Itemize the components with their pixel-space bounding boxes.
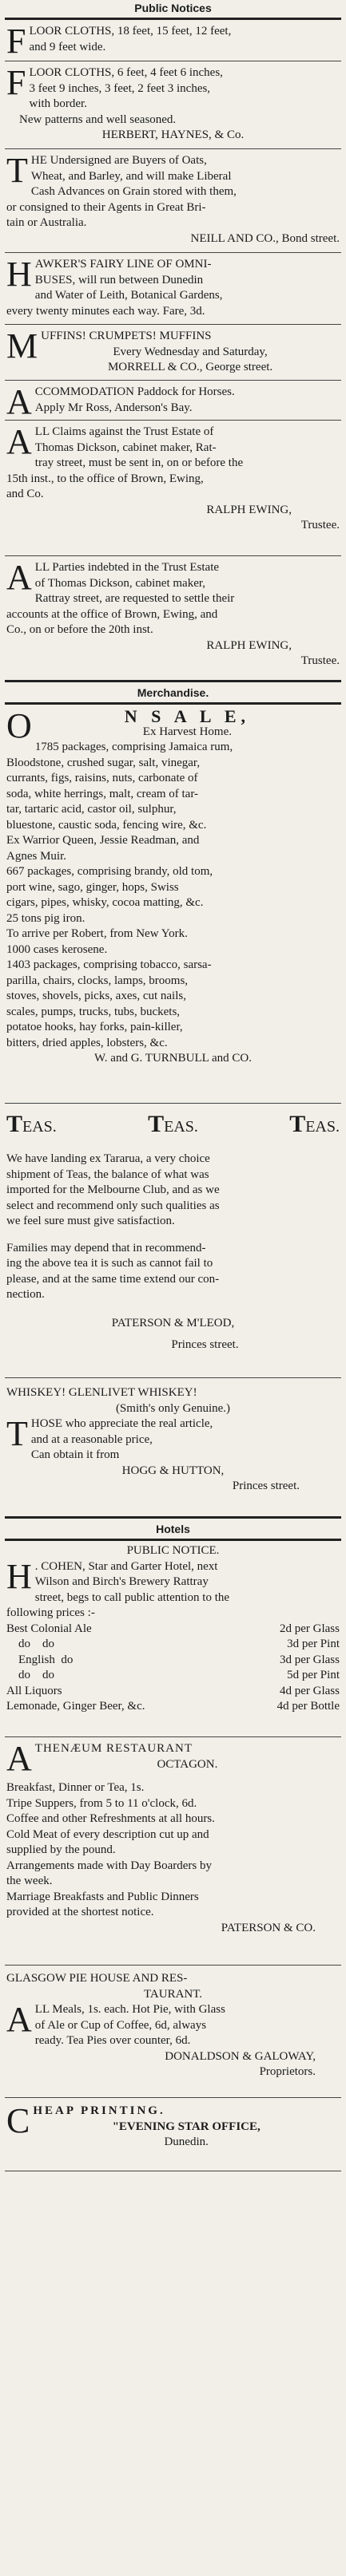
text-line: currants, figs, raisins, nuts, carbonate of bbox=[6, 772, 198, 784]
text-line: Breakfast, Dinner or Tea, 1s. bbox=[6, 1781, 145, 1794]
ad-athenaeum-restaurant: A THENÆUM RESTAURANT OCTAGON. Breakfast, Dinner or Tea, 1s. Tripe Suppers, from 5 to 11 o'clock, 6d. Coffee and other Refreshments at all hours. Cold Meat of every description cut up and supplied by the pound. Arrangements made with Day Boarders by the week. Marriage Breakfasts and Public Dinners provided at the shortest notice. PATERSON & CO. bbox=[6, 1741, 340, 1936]
price-value: 2d per Glass bbox=[280, 1622, 340, 1635]
price-item: English do bbox=[6, 1653, 74, 1666]
text-line: nection. bbox=[6, 1288, 45, 1301]
text-line: bluestone, caustic soda, fencing wire, &c. bbox=[6, 818, 207, 832]
price-value: 4d per Bottle bbox=[276, 1700, 340, 1713]
price-item: do do bbox=[6, 1638, 54, 1650]
divider bbox=[5, 148, 341, 149]
signature: PATERSON & CO. bbox=[221, 1921, 316, 1934]
drop-cap: H bbox=[6, 1556, 32, 1596]
text-line: Families may depend that in recommend- bbox=[6, 1241, 206, 1254]
drop-cap: C bbox=[6, 2101, 30, 2140]
divider bbox=[5, 252, 341, 253]
drop-cap: A bbox=[6, 558, 32, 597]
ad-teas: TEAS. TEAS. TEAS. We have landing ex Tararua, a very choice shipment of Teas, the balance of what was imported for the Melbourne Club, and as we select and recommend only such qualities as we feel sure must give satisfaction. Families may depend that in recommend- ing the above tea it is such as cannot fail to please, and at the same time extend our con- nection. PATERSON & M'LEOD, Princes street. bbox=[6, 1111, 340, 1351]
text-line: 25 tons pig iron. bbox=[6, 911, 86, 925]
price-row bbox=[6, 1637, 340, 1653]
ad-cheap-printing: C HEAP PRINTING. "EVENING STAR OFFICE, Dunedin. bbox=[6, 2101, 260, 2148]
ad-star-and-garter-hotel: PUBLIC NOTICE. H . COHEN, Star and Garter Hotel, next Wilson and Birch's Brewery Rattray street, begs to call public attention to the following prices :- Best Colonial Ale 2d per Glass do do 3d per Pint English do 3d per Glass do do 5d per Pint All Liquors 4d per Glass Lemonade, Ginger Beer, &c. 4d per Bottle bbox=[6, 1543, 340, 1715]
teas-heading: TEAS. TEAS. TEAS. bbox=[6, 1111, 340, 1137]
text-line: 1000 cases kerosene. bbox=[6, 942, 108, 956]
text-line: 1403 packages, comprising tobacco, sarsa- bbox=[6, 958, 212, 971]
price-row bbox=[6, 1653, 340, 1669]
text-line: port wine, sago, ginger, hops, Swiss bbox=[6, 880, 179, 894]
text-line: bitters, dried apples, lobsters, &c. bbox=[6, 1036, 168, 1049]
divider bbox=[5, 1377, 341, 1378]
divider bbox=[5, 1103, 341, 1104]
price-value: 5d per Pint bbox=[287, 1669, 340, 1681]
drop-cap: O bbox=[6, 706, 32, 745]
text-line: ing the above tea it is such as cannot fail to bbox=[6, 1257, 213, 1270]
signature: HERBERT, HAYNES, & Co. bbox=[101, 128, 245, 141]
divider bbox=[5, 420, 341, 421]
ad-glasgow-pie-house: GLASGOW PIE HOUSE AND RES- TAURANT. A LL Meals, 1s. each. Hot Pie, with Glass of Ale or Cup of Coffee, 6d, always ready. Tea Pies over counter, 6d. DONALDSON & GALOWAY, Proprietors. bbox=[6, 1971, 340, 2080]
text-line: shipment of Teas, the balance of what was bbox=[6, 1167, 209, 1181]
ad-grain-buyers: T HE Undersigned are Buyers of Oats, Wheat, and Barley, and will make Liberal Cash Advances on Grain stored with them, or consigned to their Agents in Great Bri- tain or Australia. NEILL AND CO., Bond street. bbox=[6, 153, 340, 247]
section-header-hotels: Hotels bbox=[156, 1523, 190, 1535]
ad-muffins: M UFFINS! CRUMPETS! MUFFINS Every Wednesday and Saturday, MORRELL & CO., George street. bbox=[6, 326, 273, 373]
price-value: 3d per Glass bbox=[280, 1653, 340, 1666]
teas-paragraph-2 bbox=[6, 1241, 340, 1303]
price-value: 4d per Glass bbox=[280, 1684, 340, 1697]
text-line: Bloodstone, crushed sugar, salt, vinegar, bbox=[6, 756, 201, 769]
text-line: Coffee and other Refreshments at all hours. bbox=[6, 1812, 215, 1825]
divider bbox=[5, 380, 341, 381]
text-line: Cold Meat of every description cut up and bbox=[6, 1827, 209, 1841]
divider bbox=[5, 2097, 341, 2098]
drop-cap: T bbox=[6, 1414, 28, 1453]
ad-omnibuses: H AWKER'S FAIRY LINE OF OMNI- BUSES, will run between Dunedin and Water of Leith, Botanical Gardens, every twenty minutes each way. Fare, 3d. bbox=[6, 255, 223, 318]
text-line: Tripe Suppers, from 5 to 11 o'clock, 6d. bbox=[6, 1796, 197, 1810]
text-line: soda, white herrings, malt, cream of tar- bbox=[6, 787, 199, 800]
text-line: tar, tartaric acid, castor oil, sulphur, bbox=[6, 803, 177, 816]
price-item: Best Colonial Ale bbox=[6, 1622, 92, 1635]
price-item: do do bbox=[6, 1669, 54, 1681]
text-line: potatoe hooks, hay forks, pain-killer, bbox=[6, 1021, 183, 1033]
text-line: We have landing ex Tararua, a very choice bbox=[6, 1152, 210, 1165]
text-line: select and recommend only such qualities as bbox=[6, 1199, 220, 1212]
signature: NEILL AND CO., Bond street. bbox=[190, 231, 340, 245]
price-list bbox=[6, 1622, 340, 1715]
price-value: 3d per Pint bbox=[287, 1638, 340, 1650]
text-line: imported for the Melbourne Club, and as we bbox=[6, 1183, 220, 1196]
ad-floor-cloths-1: F LOOR CLOTHS, 18 feet, 15 feet, 12 feet, and 9 feet wide. bbox=[6, 22, 232, 61]
price-row bbox=[6, 1684, 340, 1700]
drop-cap: F bbox=[6, 63, 26, 102]
price-item: Lemonade, Ginger Beer, &c. bbox=[6, 1700, 145, 1713]
text-line: Marriage Breakfasts and Public Dinners bbox=[6, 1890, 199, 1903]
notice-parties-indebted: A LL Parties indebted in the Trust Estate of Thomas Dickson, cabinet maker, Rattray street, are requested to settle their accounts at the office of Brown, Ewing, and Co., on or before the 20th inst. RALPH EWING, Trustee. bbox=[6, 558, 340, 667]
divider bbox=[5, 1736, 341, 1737]
signature: RALPH EWING, bbox=[206, 503, 292, 516]
drop-cap: A bbox=[6, 422, 32, 461]
signature: RALPH EWING, bbox=[206, 638, 292, 652]
text-line: parilla, chairs, clocks, lamps, brooms, bbox=[6, 974, 189, 987]
ad-on-sale-turnbull: O N S A L E, Ex Harvest Home. 1785 packages, comprising Jamaica rum, Bloodstone, crushed sugar, salt, vinegar, currants, figs, raisins, nuts, carbonate of soda, white herrings, malt, cream of tar- tar, tartaric acid, castor oil, sulphur, bluestone, caustic soda, fencing wire, &c. Ex Warrior Queen, Jessie Readman, and Agnes Muir. 667 packages, comprising brandy, old tom, port wine, sago, ginger, hops, Swiss cigars, pipes, whisky, cocoa matting, &c. 25 tons pig iron. To arrive per Robert, from New York. 1000 cases kerosene. 1403 packages, comprising tobacco, sarsa- parilla, chairs, clocks, lamps, brooms, stoves, shovels, picks, axes, cut nails, scales, pumps, trucks, tubs, buckets, potatoe hooks, hay forks, pain-killer, bitters, dried apples, lobsters, &c. W. and G. TURNBULL and CO. bbox=[6, 709, 340, 1067]
divider bbox=[5, 702, 341, 705]
signature: W. and G. TURNBULL and CO. bbox=[94, 1052, 252, 1065]
ad-floor-cloths-2: F LOOR CLOTHS, 6 feet, 4 feet 6 inches, 3 feet 9 inches, 3 feet, 2 feet 3 inches, with border. New patterns and well seasoned. HERBERT, HAYNES, & Co. bbox=[6, 65, 340, 144]
text-line: cigars, pipes, whisky, cocoa matting, &c. bbox=[6, 896, 204, 909]
drop-cap: A bbox=[6, 382, 32, 421]
divider bbox=[5, 324, 341, 325]
divider bbox=[5, 680, 341, 682]
signature: PATERSON & M'LEOD, bbox=[111, 1316, 235, 1329]
text-line: please, and at the same time extend our con- bbox=[6, 1272, 220, 1286]
section-header-public-notices: Public Notices bbox=[134, 2, 212, 14]
drop-cap: A bbox=[6, 2000, 32, 2039]
drop-cap: A bbox=[6, 1739, 32, 1778]
text-line: 1785 packages, comprising Jamaica rum, bbox=[34, 741, 233, 753]
text-line: Arrangements made with Day Boarders by bbox=[6, 1859, 213, 1872]
onsale-lines bbox=[6, 740, 340, 1051]
text-line: Agnes Muir. bbox=[6, 849, 66, 863]
divider bbox=[5, 1965, 341, 1966]
price-row bbox=[6, 1622, 340, 1638]
divider bbox=[5, 1516, 341, 1519]
teas-paragraph-1 bbox=[6, 1152, 340, 1230]
drop-cap: M bbox=[6, 326, 38, 365]
price-row bbox=[6, 1699, 340, 1715]
text-line: we feel sure must give satisfaction. bbox=[6, 1215, 175, 1227]
athen-lines bbox=[6, 1780, 340, 1921]
signature: HOGG & HUTTON, bbox=[121, 1464, 225, 1477]
text-line: scales, pumps, trucks, tubs, buckets, bbox=[6, 1005, 181, 1018]
drop-cap: F bbox=[6, 22, 26, 61]
price-item: All Liquors bbox=[6, 1684, 62, 1697]
text-line: supplied by the pound. bbox=[6, 1843, 116, 1856]
text-line: provided at the shortest notice. bbox=[6, 1906, 154, 1918]
text-line: To arrive per Robert, from New York. bbox=[6, 927, 188, 940]
divider bbox=[5, 555, 341, 556]
ad-accommodation-paddock: A CCOMMODATION Paddock for Horses. Apply Mr Ross, Anderson's Bay. bbox=[6, 382, 235, 421]
notice-claims-trust-estate: A LL Claims against the Trust Estate of Thomas Dickson, cabinet maker, Rat- tray street, must be sent in, on or before the 15th inst., to the office of Brown, Ewing, and Co. RALPH EWING, Trustee. bbox=[6, 422, 340, 531]
divider bbox=[5, 18, 341, 20]
ad-whiskey: WHISKEY! GLENLIVET WHISKEY! (Smith's only Genuine.) T HOSE who appreciate the real article, and at a reasonable price, Can obtain it from HOGG & HUTTON, Princes street. bbox=[6, 1385, 340, 1495]
drop-cap: T bbox=[6, 151, 28, 190]
text-line: Ex Warrior Queen, Jessie Readman, and bbox=[6, 834, 200, 847]
section-header-merchandise: Merchandise. bbox=[137, 686, 209, 699]
signature: DONALDSON & GALOWAY, bbox=[165, 2049, 316, 2063]
price-row bbox=[6, 1668, 340, 1684]
text-line: the week. bbox=[6, 1875, 53, 1887]
text-line: stoves, shovels, picks, axes, cut nails, bbox=[6, 990, 186, 1002]
divider bbox=[5, 1539, 341, 1541]
text-line: 667 packages, comprising brandy, old tom, bbox=[6, 865, 213, 878]
drop-cap: H bbox=[6, 255, 32, 294]
